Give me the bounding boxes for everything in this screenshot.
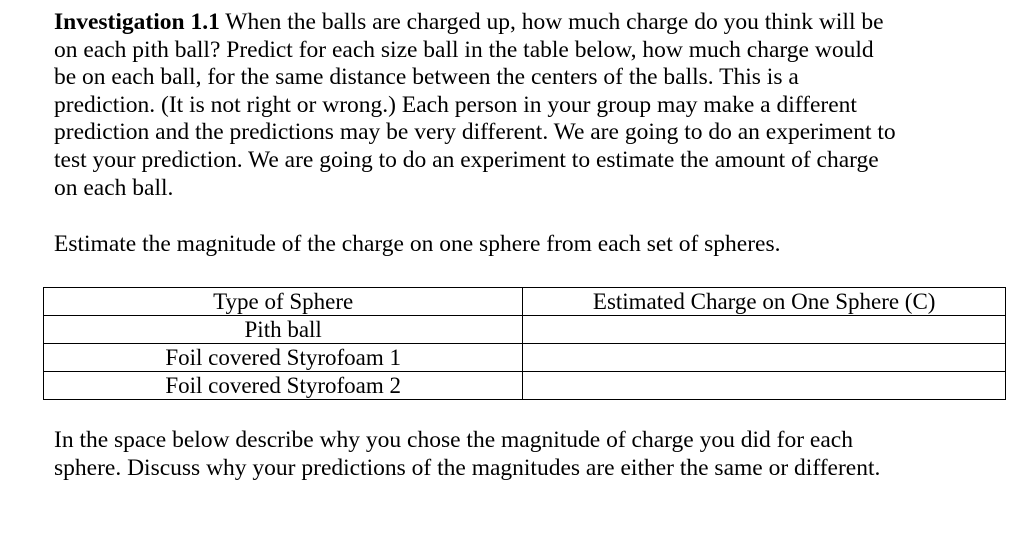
- table-header-row: [44, 288, 1006, 316]
- explanation-prompt: [54, 427, 974, 482]
- charge-entry-cell[interactable]: [523, 372, 1006, 400]
- paragraph-line: [54, 9, 954, 37]
- table-row: [44, 316, 1006, 344]
- instruction-text: Estimate the magnitude of the charge on one sphere from each set of spheres.: [54, 231, 781, 257]
- paragraph-line: test your prediction. We are going to do an experiment to estimate the amount of charge: [54, 146, 879, 173]
- paragraph-line: on each pith ball? Predict for each size ball in the table below, how much charge would: [54, 36, 874, 63]
- table-row: [44, 344, 1006, 372]
- sphere-type-cell: Pith ball: [44, 316, 523, 344]
- paragraph-line: prediction and the predictions may be very different. We are going to do an experiment to: [54, 119, 896, 146]
- paragraph-line-text: When the balls are charged up, how much charge do you think will be: [219, 9, 884, 35]
- sphere-type-cell: Foil covered Styrofoam 1: [44, 344, 523, 372]
- paragraph-line: In the space below describe why you chose the magnitude of charge you did for each: [54, 427, 853, 453]
- paragraph-line: on each ball.: [54, 174, 174, 201]
- header-estimated-charge: Estimated Charge on One Sphere (C): [523, 288, 1006, 316]
- paragraph-line: sphere. Discuss why your predictions of the magnitudes are either the same or different.: [54, 454, 881, 481]
- charge-entry-cell[interactable]: [523, 344, 1006, 372]
- header-type-of-sphere: Type of Sphere: [44, 288, 523, 316]
- paragraph-line: prediction. (It is not right or wrong.) Each person in your group may make a different: [54, 91, 857, 118]
- investigation-paragraph: [54, 9, 954, 202]
- table-row: [44, 372, 1006, 400]
- investigation-label: Investigation 1.1: [54, 9, 220, 35]
- paragraph-line: be on each ball, for the same distance between the centers of the balls. This is a: [54, 64, 799, 91]
- charge-entry-cell[interactable]: [523, 316, 1006, 344]
- sphere-type-cell: Foil covered Styrofoam 2: [44, 372, 523, 400]
- charge-estimate-table: [43, 287, 1006, 400]
